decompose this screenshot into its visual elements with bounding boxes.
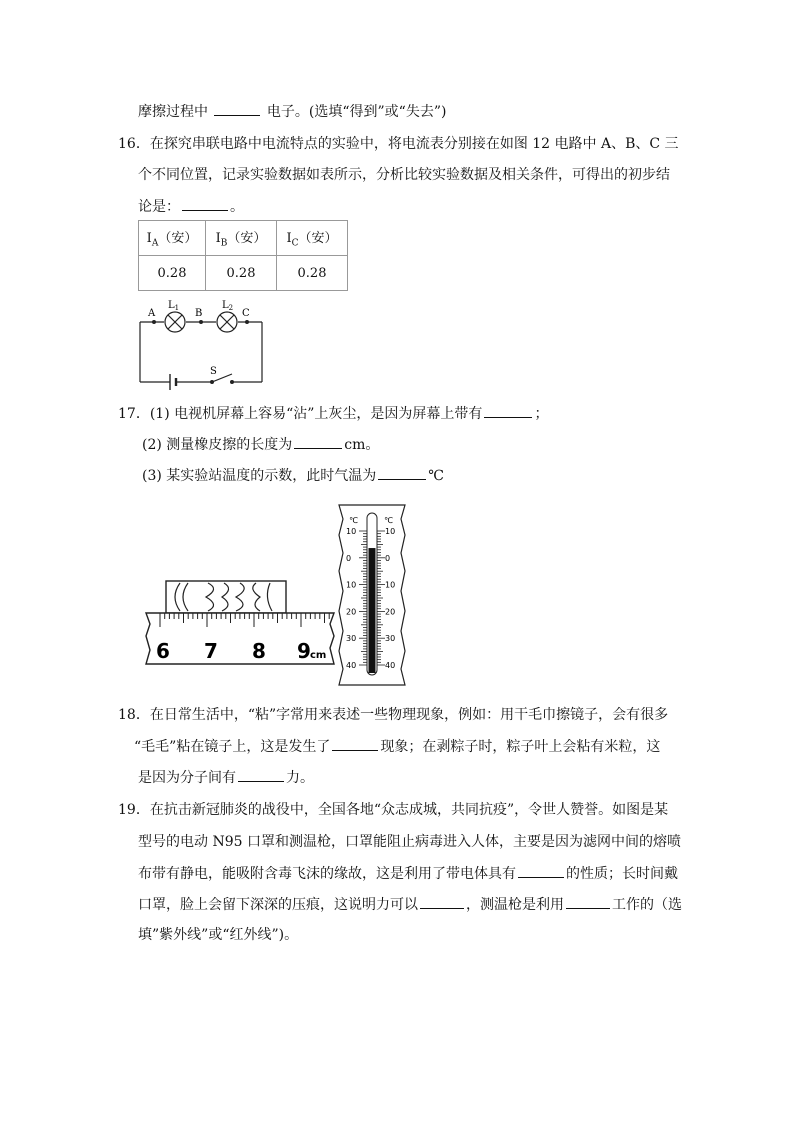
q16-text3-suffix: 。: [230, 199, 244, 215]
thermometer-figure: [337, 501, 409, 687]
thermo-unit-left: ℃: [349, 516, 358, 525]
q16-text3-prefix: 论是：: [138, 199, 180, 215]
value-ib: 0.28: [206, 256, 277, 291]
q16-text2: 个不同位置，记录实验数据如表所示，分析比较实验数据及相关条件，可得出的初步结: [138, 167, 670, 183]
q18-text1: 在日常生活中，“粘”字常用来表述一些物理现象，例如：用干毛巾擦镜子，会有很多: [149, 707, 669, 723]
q19-blank3[interactable]: [566, 894, 610, 909]
thermo-scale-left-label: 20: [346, 607, 357, 617]
ruler-unit: cm: [310, 650, 327, 661]
q19-text5: 填”紫外线”或“红外线”)。: [138, 927, 299, 943]
thermo-scale-right-label: 20: [385, 607, 396, 617]
q19-text4-prefix: 口罩，脸上会留下深深的压痕，这说明力可以: [138, 897, 418, 913]
ruler-figure: [140, 578, 340, 668]
q19-line3: [138, 863, 678, 884]
mercury-column: [369, 548, 376, 673]
q19-line4: [138, 894, 682, 915]
q18-line2: [134, 736, 660, 757]
q18-text3-prefix: 是因为分子间有: [138, 770, 236, 786]
thermo-scale-right-label: 10: [385, 580, 396, 590]
thermo-scale-right-label: 10: [385, 527, 396, 536]
q17-line1: [118, 403, 548, 424]
q19-text4-suffix: 工作的（选: [612, 897, 682, 913]
q15-tail-prefix: 摩擦过程中: [138, 104, 208, 120]
q16-line3: [138, 196, 244, 217]
q17-part2-suffix: cm。: [344, 437, 380, 453]
q18-text2-prefix: “毛毛”粘在镜子上，这是发生了: [134, 739, 331, 755]
q18-line1: [118, 705, 668, 725]
q17-part2-prefix: (2) 测量橡皮擦的长度为: [142, 437, 293, 453]
thermo-scale-right-label: 40: [385, 661, 396, 670]
header-ib: $I_B$（安）: [206, 221, 277, 256]
thermo-scale-left-label: 10: [346, 527, 357, 536]
thermo-unit-right: ℃: [384, 516, 393, 525]
q18-line3: [138, 767, 314, 788]
q17-part1-suffix: ；: [534, 406, 549, 422]
header-ia: $I_A$（安）: [139, 221, 206, 256]
q17-line3: [142, 465, 444, 486]
thermo-scale-left-label: 0: [346, 553, 352, 563]
q18-blank1[interactable]: [332, 736, 378, 751]
q16-line2: [138, 165, 670, 185]
q16-data-table: [138, 220, 348, 291]
q19-line2: [138, 832, 681, 852]
table-row: [139, 256, 348, 291]
value-ic: 0.28: [277, 256, 348, 291]
q19-blank2[interactable]: [420, 894, 464, 909]
circuit-label-l1: $L_1$: [168, 300, 180, 312]
table-header-row: [139, 221, 348, 256]
circuit-label-s: S: [210, 366, 217, 377]
q19-text3-prefix: 布带有静电，能吸附含毒飞沫的缘故，这是利用了带电体具有: [138, 866, 516, 882]
q15-tail: [138, 101, 446, 122]
q19-text3-suffix: 的性质；长时间戴: [566, 866, 678, 882]
circuit-label-c: C: [242, 308, 250, 319]
q19-blank1[interactable]: [518, 863, 564, 878]
q17-line2: [142, 434, 379, 455]
q15-tail-suffix: 电子。(选填“得到”或“失去”): [266, 104, 447, 120]
q19-line5: [138, 925, 298, 945]
q19-line1: [118, 800, 668, 820]
q16-number: 16．: [118, 136, 150, 152]
value-ia: 0.28: [139, 256, 206, 291]
thermo-scale-right-label: 30: [385, 634, 396, 644]
q18-blank2[interactable]: [238, 767, 284, 782]
q17-part1-blank[interactable]: [484, 403, 532, 418]
ruler-label-6: 6: [156, 639, 170, 663]
thermo-scale-left-label: 10: [346, 580, 357, 590]
thermo-scale-left-label: 40: [346, 661, 357, 670]
header-ic: $I_C$（安）: [277, 221, 348, 256]
q19-text1: 在抗击新冠肺炎的战役中，全国各地“众志成城，共同抗疫”，令世人赞誉。如图是某: [149, 802, 669, 818]
q18-number: 18．: [118, 707, 150, 723]
ruler-label-9: 9: [297, 639, 311, 663]
q19-text2: 型号的电动 N95 口罩和测温枪，口罩能阻止病毒进入人体，主要是因为滤网中间的熔喷: [138, 834, 681, 850]
circuit-label-a: A: [148, 308, 156, 319]
q17-part3-blank[interactable]: [378, 465, 426, 480]
q17-number: 17．: [118, 406, 150, 422]
q18-text2-suffix: 现象；在剥粽子时，粽子叶上会粘有米粒，这: [380, 739, 661, 755]
ruler-label-8: 8: [252, 639, 266, 663]
q17-part1-prefix: (1) 电视机屏幕上容易“沾”上灰尘，是因为屏幕上带有: [149, 406, 483, 422]
q19-text4-mid: ，测温枪是利用: [466, 897, 564, 913]
q16-line1: [118, 134, 679, 154]
circuit-label-b: B: [195, 308, 203, 319]
q17-part3-prefix: (3) 某实验站温度的示数，此时气温为: [142, 468, 377, 484]
q17-part3-suffix: ℃: [428, 468, 444, 484]
circuit-label-l2: $L_2$: [222, 300, 234, 312]
q17-part2-blank[interactable]: [294, 434, 342, 449]
q15-answer-blank[interactable]: [214, 101, 260, 116]
ruler-label-7: 7: [204, 639, 218, 663]
thermo-scale-right-label: 0: [385, 553, 391, 563]
q16-text1: 在探究串联电路中电流特点的实验中，将电流表分别接在如图 12 电路中 A、B、C 三: [149, 136, 679, 152]
q16-answer-blank[interactable]: [182, 196, 228, 211]
q19-number: 19．: [118, 802, 150, 818]
q18-text3-suffix: 力。: [286, 770, 314, 786]
circuit-diagram: [134, 296, 274, 386]
thermo-scale-left-label: 30: [346, 634, 357, 644]
